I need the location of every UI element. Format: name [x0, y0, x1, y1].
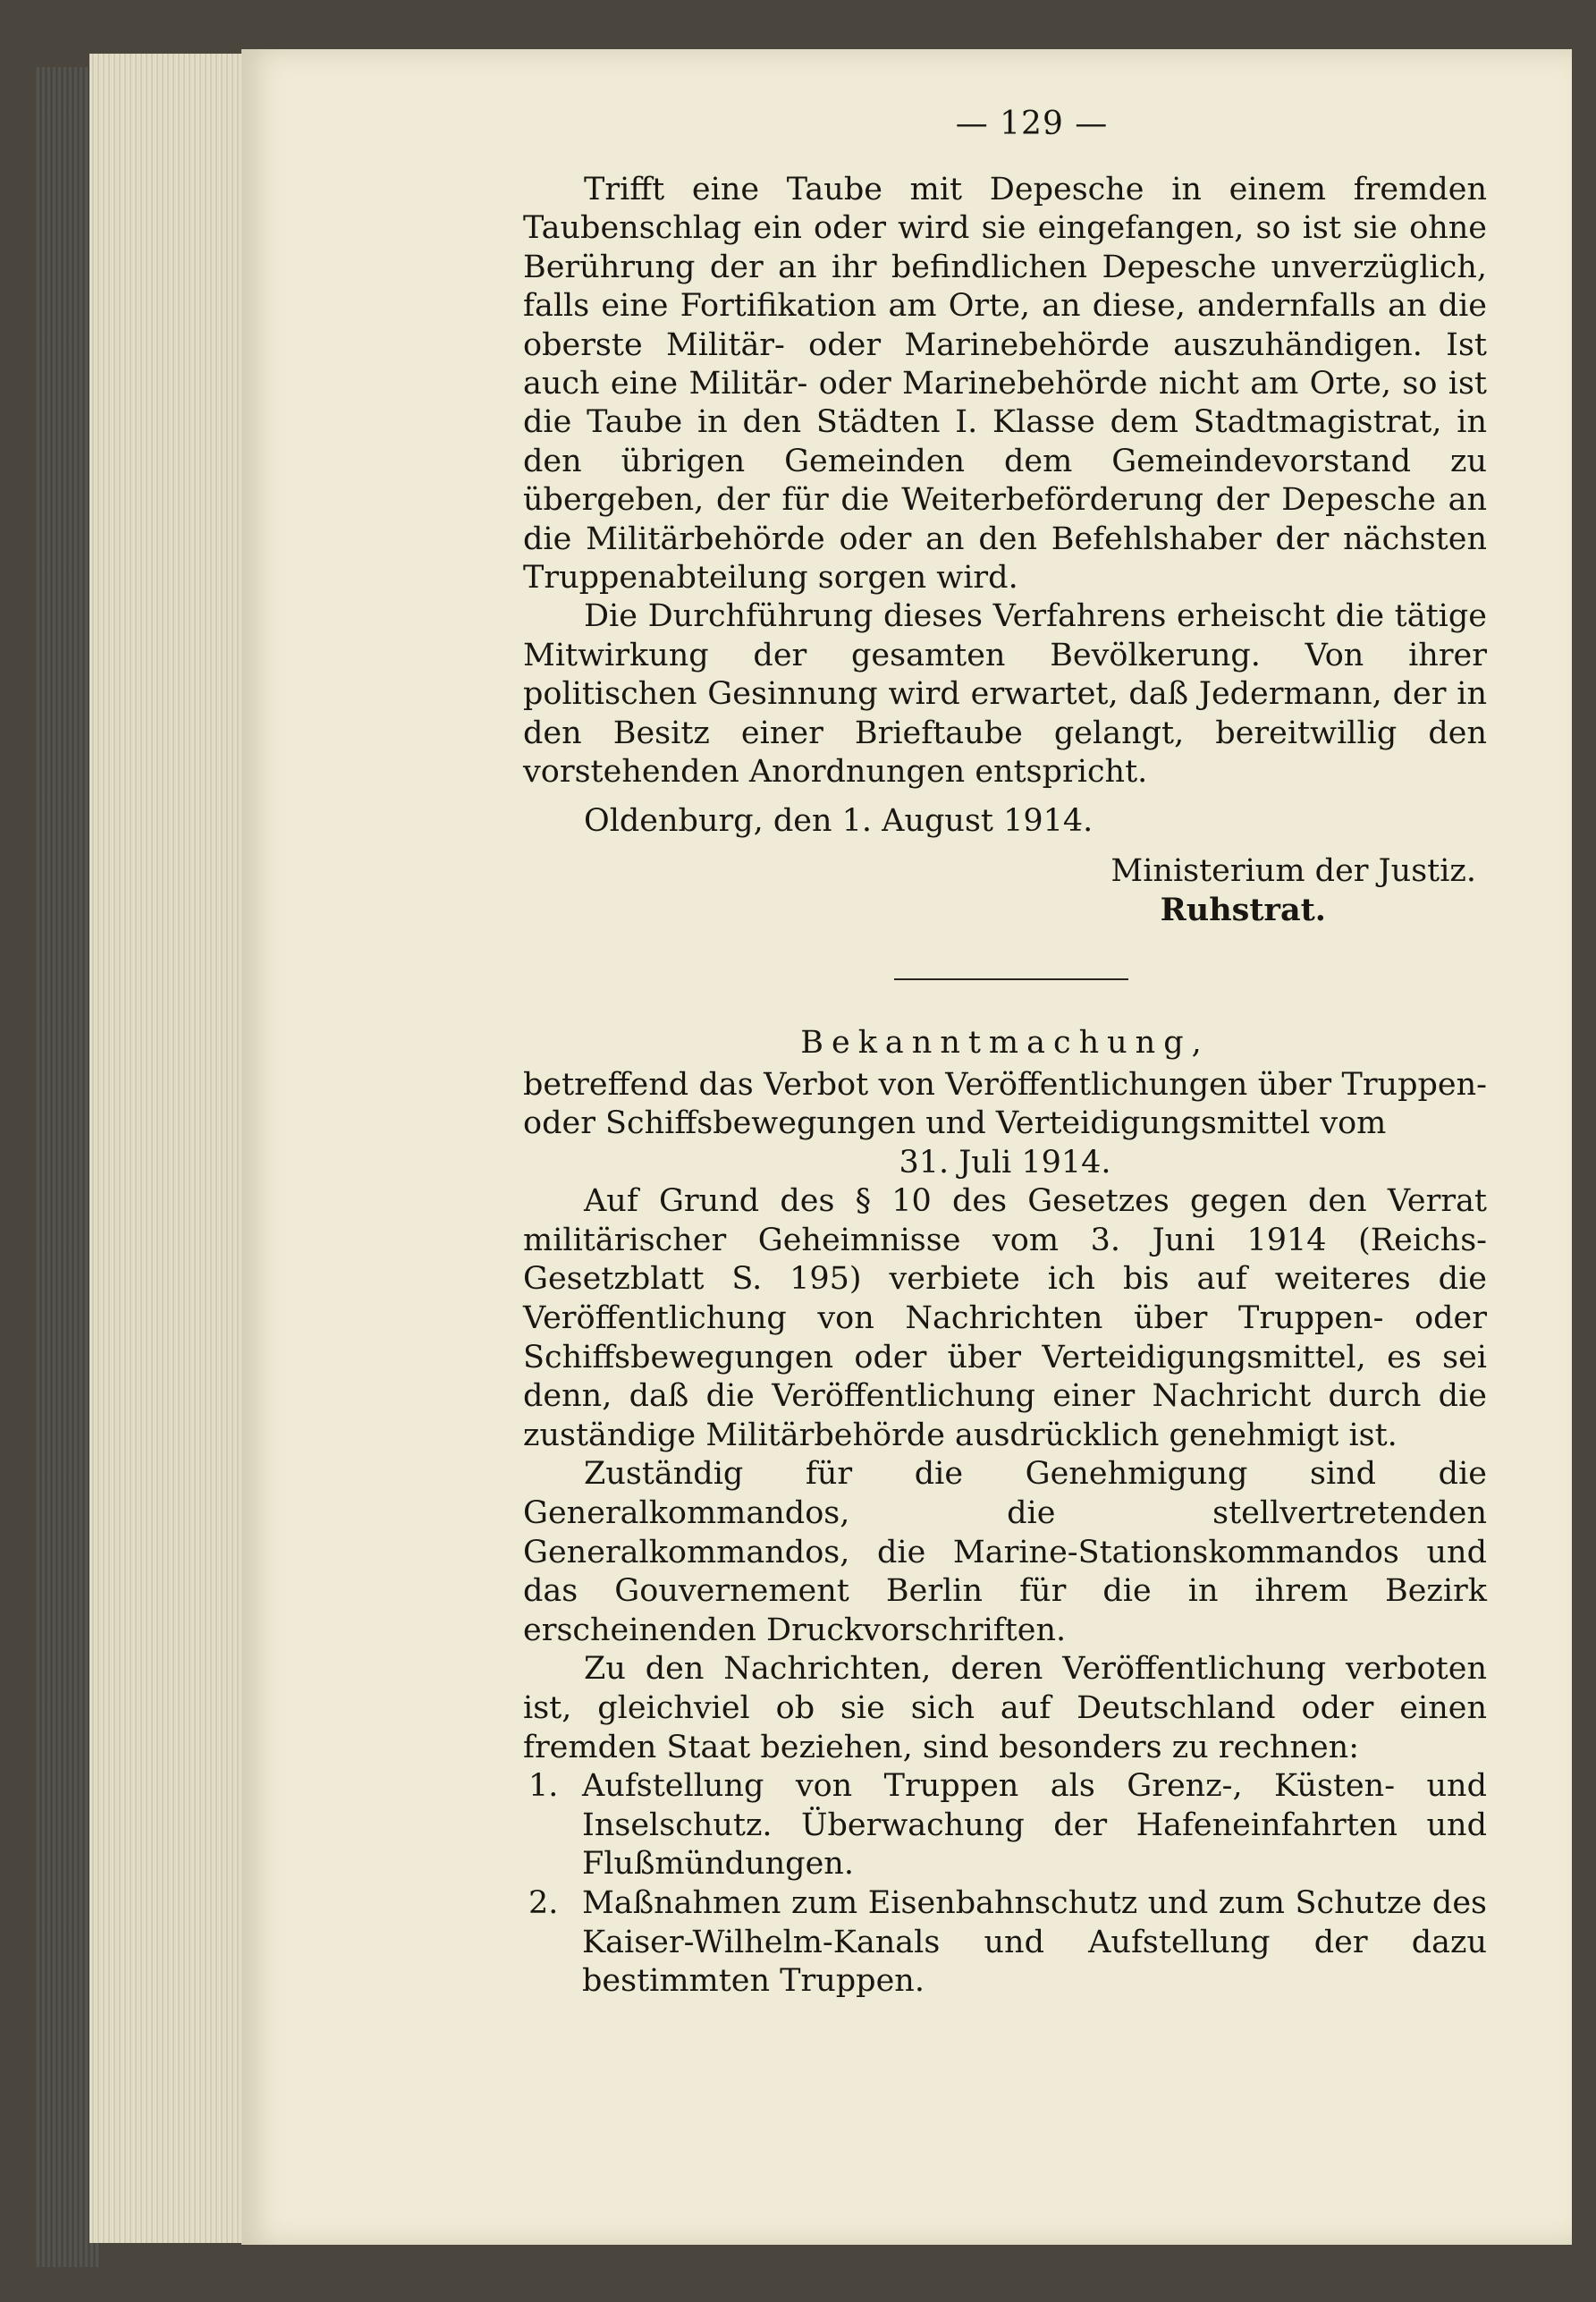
paragraph: Zuständig für die Genehmigung sind die Generalkommandos, die stellvertretenden Generalkommandos, die Marine-Stationskommandos und das Gouvernement Berlin für die in ihrem Bezirk erscheinenden Druckvorschriften.	[523, 1456, 1487, 1648]
page-content	[523, 106, 1487, 2002]
list-text: Aufstellung von Truppen als Grenz-, Küsten- und Inselschutz. Überwachung der Hafeneinfahrten und Flußmündungen.	[582, 1768, 1487, 1883]
section-pigeon-dispatch	[523, 171, 1487, 930]
page-edges	[89, 54, 246, 2243]
announcement-title: Bekanntmachung,	[800, 1024, 1210, 1061]
announcement-subtitle	[523, 1066, 1487, 1183]
numbered-list	[523, 1767, 1487, 2002]
page-number: — 129 —	[955, 106, 1109, 142]
list-item	[523, 1884, 1487, 2002]
paragraph: Trifft eine Taube mit Depesche in einem fremden Taubenschlag ein oder wird sie eingefangen, so ist sie ohne Berührung der an ihr befindlichen Depesche unverzüglich, falls eine Fortifikation am Orte, an diese, andernfalls an die oberste Militär- oder Marinebehörde auszuhändigen. Ist auch eine Militär- oder Marinebehörde nicht am Orte, so ist die Taube in den Städten I. Klasse dem Stadtmagistrat, in den übrigen Gemeinden dem Gemeindevorstand zu übergeben, der für die Weiterbeförderung der Depesche an die Militärbehörde oder an den Befehlshaber der nächsten Truppenabteilung sorgen wird.	[523, 172, 1487, 597]
list-text: Maßnahmen zum Eisenbahnschutz und zum Schutze des Kaiser-Wilhelm-Kanals und Aufstellung der dazu bestimmten Truppen.	[582, 1884, 1487, 2000]
section-divider	[894, 978, 1128, 980]
list-number: 1.	[528, 1768, 559, 1805]
signature-authority: Ministerium der Justiz.	[1110, 852, 1476, 889]
paragraph: Auf Grund des § 10 des Gesetzes gegen den Verrat militärischer Geheimnisse vom 3. Juni 1914 (Reichs-Gesetzblatt S. 195) verbiete ich bis auf weiteres die Veröffentlichung von Nachrichten über Truppen- oder Schiffsbewegungen oder über Verteidigungsmittel, es sei denn, daß die Veröffentlichung einer Nachricht durch die zuständige Militärbehörde ausdrücklich genehmigt ist.	[523, 1183, 1487, 1453]
signature-name: Ruhstrat.	[1160, 891, 1326, 928]
subtitle-date: 31. Juli 1914.	[899, 1144, 1111, 1181]
subtitle-line: betreffend das Verbot von Veröffentlichungen über Truppen- oder Schiffsbewegungen und Verteidigungsmittel vom	[523, 1066, 1487, 1142]
paragraph: Zu den Nachrichten, deren Veröffentlichung verboten ist, gleichviel ob sie sich auf Deutschland oder einen fremden Staat beziehen, sind besonders zu rechnen:	[523, 1651, 1487, 1765]
paragraph: Die Durchführung dieses Verfahrens erheischt die tätige Mitwirkung der gesamten Bevölkerung. Von ihrer politischen Gesinnung wird erwartet, daß Jedermann, der in den Besitz einer Brieftaube gelangt, bereitwillig den vorstehenden Anordnungen entspricht.	[523, 598, 1487, 791]
date-line: Oldenburg, den 1. August 1914.	[584, 802, 1094, 839]
announcement-body	[523, 1182, 1487, 1767]
list-number: 2.	[528, 1884, 559, 1921]
list-item	[523, 1767, 1487, 1884]
